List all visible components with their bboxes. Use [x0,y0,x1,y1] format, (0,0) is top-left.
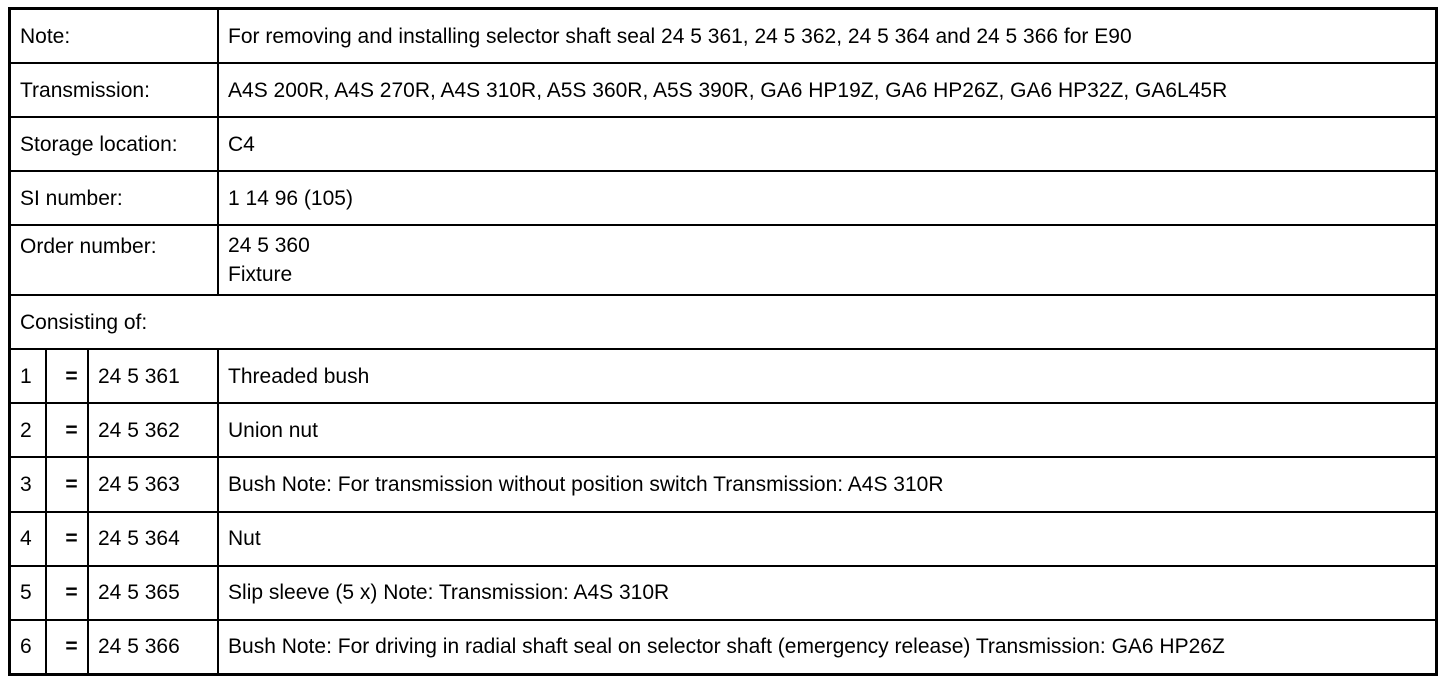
part-description: Bush Note: For transmission without position switch Transmission: A4S 310R [218,457,1435,511]
part-index: 2 [11,403,46,457]
si-number-label: SI number: [11,171,218,225]
storage-location-value: C4 [218,117,1435,171]
part-description: Nut [218,512,1435,566]
part-row [11,403,1435,457]
equals-sign: = [46,403,88,457]
equals-sign: = [46,512,88,566]
part-number: 24 5 361 [88,349,218,403]
equals-sign: = [46,620,88,673]
tool-info-table [11,10,1435,673]
part-row [11,349,1435,403]
note-value: For removing and installing selector shaft seal 24 5 361, 24 5 362, 24 5 364 and 24 5 366 for E90 [218,10,1435,63]
order-number-value [218,225,1435,295]
part-row [11,457,1435,511]
part-number: 24 5 362 [88,403,218,457]
equals-sign: = [46,566,88,620]
tool-info-sheet [8,7,1438,676]
consisting-of-label: Consisting of: [11,295,1435,349]
part-row [11,512,1435,566]
part-description: Bush Note: For driving in radial shaft seal on selector shaft (emergency release) Transmission: GA6 HP26Z [218,620,1435,673]
storage-location-label: Storage location: [11,117,218,171]
consisting-of-row [11,295,1435,349]
si-number-row [11,171,1435,225]
part-number: 24 5 363 [88,457,218,511]
part-index: 3 [11,457,46,511]
part-description: Threaded bush [218,349,1435,403]
note-label: Note: [11,10,218,63]
part-number: 24 5 365 [88,566,218,620]
order-number-label: Order number: [11,225,218,295]
part-row [11,620,1435,673]
transmission-label: Transmission: [11,63,218,117]
part-index: 4 [11,512,46,566]
transmission-row [11,63,1435,117]
part-number: 24 5 366 [88,620,218,673]
part-number: 24 5 364 [88,512,218,566]
note-row [11,10,1435,63]
transmission-value: A4S 200R, A4S 270R, A4S 310R, A5S 360R, A5S 390R, GA6 HP19Z, GA6 HP26Z, GA6 HP32Z, GA6L45R [218,63,1435,117]
order-number: 24 5 360 [228,234,310,258]
storage-location-row [11,117,1435,171]
part-description: Union nut [218,403,1435,457]
equals-sign: = [46,349,88,403]
order-item-name: Fixture [228,263,293,287]
si-number-value: 1 14 96 (105) [218,171,1435,225]
equals-sign: = [46,457,88,511]
order-number-row [11,225,1435,295]
part-description: Slip sleeve (5 x) Note: Transmission: A4S 310R [218,566,1435,620]
part-index: 1 [11,349,46,403]
part-row [11,566,1435,620]
part-index: 5 [11,566,46,620]
part-index: 6 [11,620,46,673]
